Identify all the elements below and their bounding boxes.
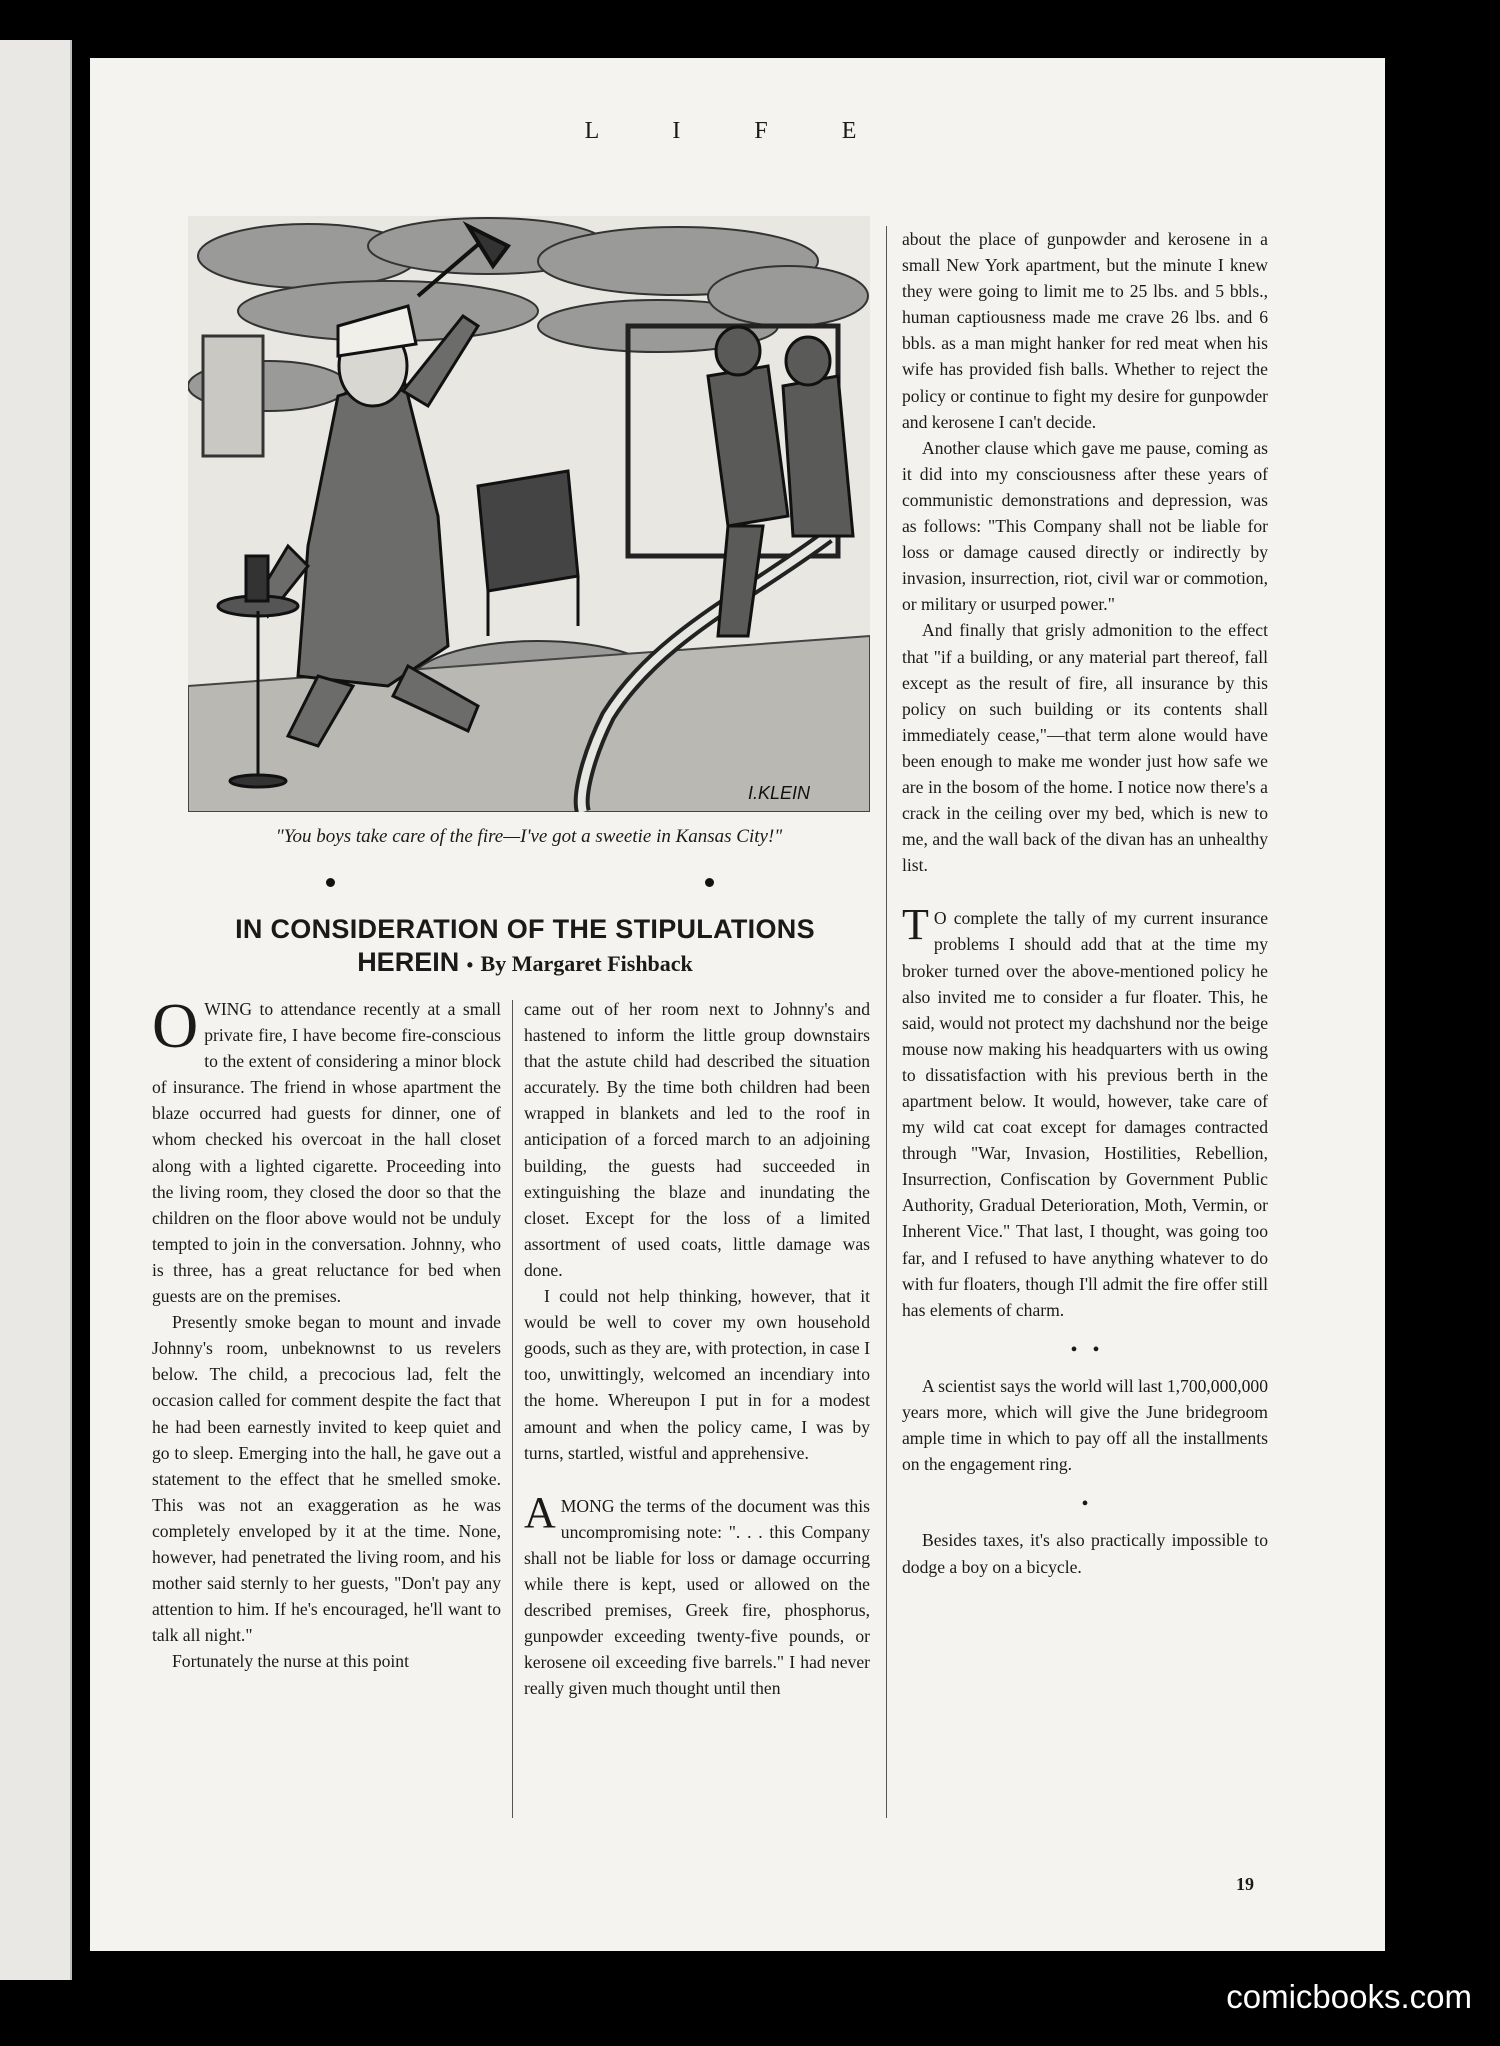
column-rule [512,1000,513,1818]
separator-dot-single: • [1081,1493,1089,1516]
article-headline: IN CONSIDERATION OF THE STIPULATIONS HEREIN • By Margaret Fishback [175,914,875,978]
headline-line-1: IN CONSIDERATION OF THE STIPULATIONS [235,914,815,944]
byline: By Margaret Fishback [480,951,693,976]
artist-signature: I.KLEIN [748,783,811,803]
drop-cap: O [152,990,199,1061]
paragraph: MONG the terms of the document was this uncompromising note: ". . . this Company shall not be liable for loss or damage occurring while there is kept, used or allowed on the described premises, Greek fire, phosphorus, gunpowder exceeding twenty-five pounds, or kerosene oil exceeding five barrels." I had never really given much thought until then [524,1495,870,1699]
filler-item: A scientist says the world will last 1,700,000,000 years more, which will give the June bridegroom ample time in which to pay off all the installments on the engagement ring. [902,1375,1268,1475]
site-watermark: comicbooks.com [1226,1978,1472,2015]
drop-cap: T [902,900,929,950]
page-number: 19 [1236,1874,1254,1894]
drop-cap: A [524,1487,556,1537]
paragraph: came out of her room next to Johnny's and hastened to inform the little group downstairs that the astute child had described the situation accurately. By the time both children had been wrapped in blankets and led to the roof in anticipation of a forced march to an adjoining building, the guests had succeeded in extinguishing the blaze and inundating the closet. Except for the loss of a limited assortment of used coats, little damage was done. [524,999,870,1280]
article-column-3 [902,226,1268,1580]
paragraph: Fortunately the nurse at this point [172,1651,409,1672]
filler-item: Besides taxes, it's also practically impossible to dodge a boy on a bicycle. [902,1530,1268,1577]
paragraph: Presently smoke began to mount and invade Johnny's room, unbeknownst to us revelers below. The child, a precocious lad, felt the occasion called for comment despite the fact that he had been earnestly invited to keep quiet and go to sleep. Emerging into the hall, he gave out a statement to the effect that he smelled smoke. This was not an exaggeration as he was completely enveloped by it at the time. None, however, had penetrated the living room, and his mother said sternly to her guests, "Don't pay any attention to him. If he's encouraged, he'll want to talk all night." [152,1312,501,1646]
separator-dots: • • [1070,1338,1100,1361]
headline-line-2: HEREIN [357,947,460,977]
separator-dot [705,878,714,887]
paragraph: O complete the tally of my current insurance problems I should add that at the time my broker turned over the above-mentioned policy he also invited me to consider a fur floater. This, he said, would not protect my dachshund nor the beige mouse now making his headquarters with us owing to dissatisfaction with his previous berth in the apartment below. It would, however, take care of my wild cat coat except for damages contracted through "War, Invasion, Hostilities, Rebellion, Insurrection, Confiscation by Government Public Authority, Gradual Deterioration, Moth, Vermin, or Inherent Vice." That last, I thought, was going too far, and I refused to have anything whatever to do with fur floaters, though I'll admit the fire offer still has elements of charm. [902,908,1268,1320]
running-head: L I F E [584,118,891,144]
paragraph: Another clause which gave me pause, coming as it did into my consciousness after these years of communistic demonstrations and depression, was as follows: "This Company shall not be liable for loss or damage caused directly or indirectly by invasion, insurrection, riot, civil war or commotion, or military or usurped power." [902,437,1268,615]
separator-dot [326,878,335,887]
paragraph: I could not help thinking, however, that it would be well to cover my own household goods, such as they are, with protection, in case I too, unwittingly, welcomed an incendiary into the home. Whereupon I put in for a modest amount and when the policy came, I was by turns, startled, wistful and apprehensive. [524,1286,870,1463]
paragraph: And finally that grisly admonition to the effect that "if a building, or any material part thereof, fall except as the result of fire, all insurance by this policy on such building or its contents shall immediately cease,"—that term alone would have been enough to make me wonder just how safe we are in the bosom of the home. I notice now there's a crack in the ceiling over my bed, which is new to me, and the wall back of the divan has an unhealthy list. [902,620,1268,876]
cartoon-caption: "You boys take care of the fire—I've got a sweetie in Kansas City!" [275,826,783,847]
column-rule [886,226,887,1818]
article-column-1 [152,990,501,1674]
adjacent-page-edge [0,40,72,1980]
paragraph: WING to attendance recently at a small private fire, I have become fire-conscious to the extent of considering a minor block of insurance. The friend in whose apartment the blaze occurred had guests for dinner, one of whom checked his overcoat in the hall closet along with a lighted cigarette. Proceeding into the living room, they closed the door so that the children on the floor above would not be unduly tempted to join in the conversation. Johnny, who is three, has a great reluctance for bed when guests are on the premises. [152,999,501,1307]
cartoon-illustration [188,216,870,812]
article-column-2 [524,996,870,1701]
paragraph: about the place of gunpowder and kerosene in a small New York apartment, but the minute I knew they were going to limit me to 25 lbs. and 5 bbls., human captiousness made me crave 26 lbs. and 6 bbls. as a man might hanker for red meat when his wife has provided fish balls. Whether to reject the policy or continue to fight my desire for gunpowder and kerosene I can't decide. [902,229,1268,432]
